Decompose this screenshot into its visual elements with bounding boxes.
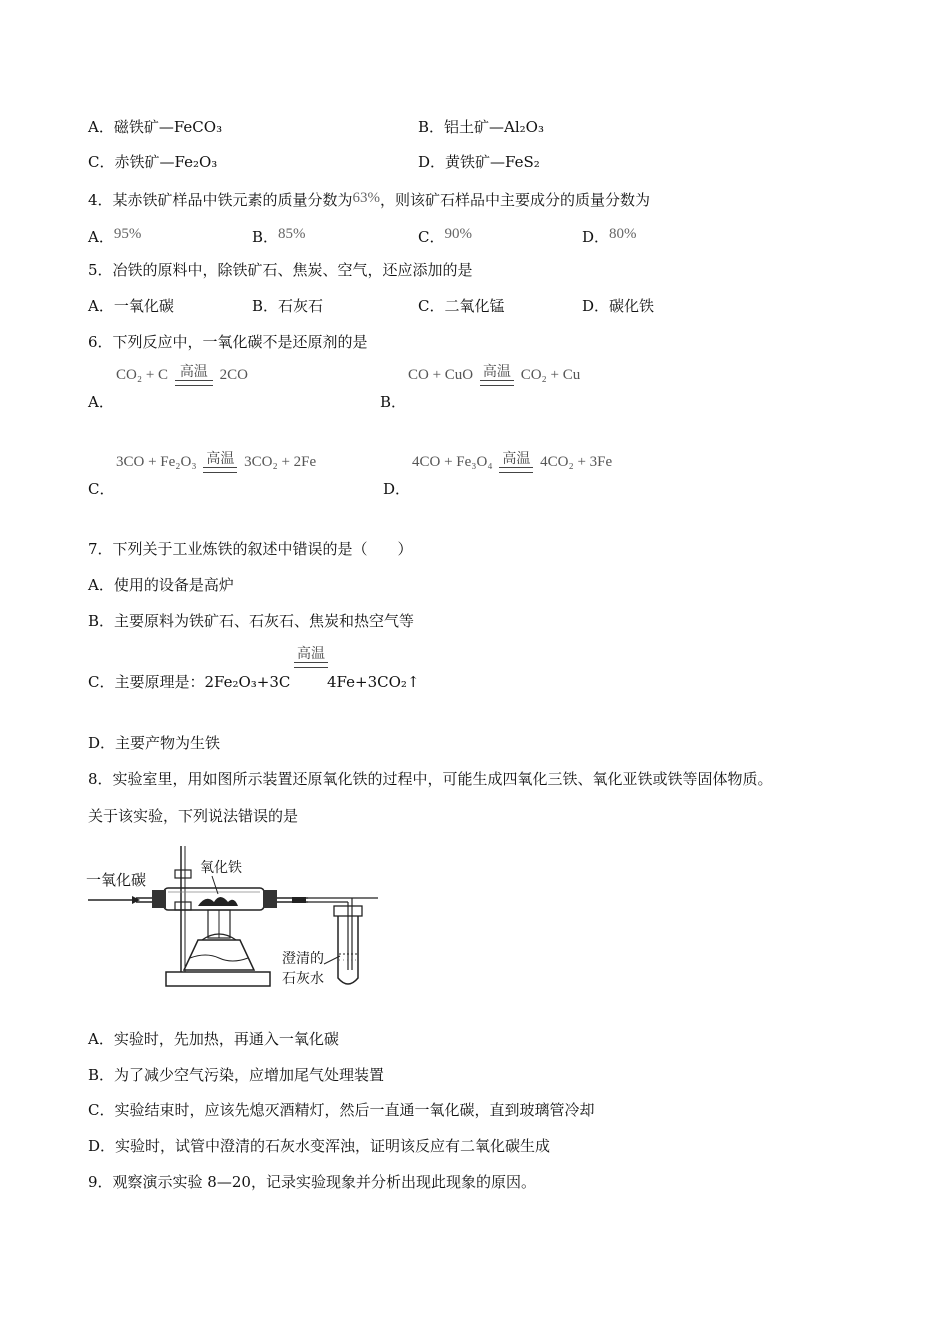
q7-option-b: B．主要原料为铁矿石、石灰石、焦炭和热空气等 bbox=[88, 612, 415, 630]
q3-option-c: C．赤铁矿—Fe₂O₃ bbox=[88, 153, 218, 171]
q4-stem-post: ，则该矿石样品中主要成分的质量分数为 bbox=[380, 191, 651, 209]
alcohol-lamp bbox=[184, 940, 254, 970]
q6-option-a-label: A． bbox=[88, 393, 114, 411]
q4-option-c: C．90% bbox=[418, 226, 472, 246]
q4-stem bbox=[88, 188, 650, 210]
q7-option-c: C．主要原理是：2Fe₂O₃+3C bbox=[88, 673, 291, 691]
q3-option-d: D．黄铁矿—FeS₂ bbox=[418, 153, 540, 171]
q9-stem: 9．观察演示实验 8—20，记录实验现象并分析出现此现象的原因。 bbox=[88, 1173, 536, 1191]
label-carbon-monoxide: 一氧化碳 bbox=[86, 871, 147, 889]
q5-option-a: A．一氧化碳 bbox=[88, 297, 174, 315]
label-limewater-2: 石灰水 bbox=[282, 971, 324, 987]
q6-option-b-equation: CO + CuO 高温 CO₂ + Cu bbox=[408, 364, 580, 386]
q5-stem: 5．冶铁的原料中，除铁矿石、焦炭、空气，还应添加的是 bbox=[88, 261, 473, 279]
q6-option-a-equation: CO₂ + C 高温 2CO bbox=[116, 364, 248, 386]
q7-option-c-products: 4Fe+3CO₂↑ bbox=[327, 673, 420, 691]
stand-base bbox=[166, 972, 270, 986]
q4-option-b: B．85% bbox=[252, 226, 306, 246]
q8-stem-line2: 关于该实验，下列说法错误的是 bbox=[88, 807, 299, 825]
clamp-upper bbox=[175, 870, 191, 878]
q7-reaction-arrow: 高温 bbox=[292, 646, 330, 668]
reaction-arrow: 高温 bbox=[203, 452, 237, 473]
q7-stem: 7．下列关于工业炼铁的叙述中错误的是（ ） bbox=[88, 540, 413, 558]
q6-option-b-label: B． bbox=[380, 393, 407, 411]
q6-option-d-equation: 4CO + Fe₃O₄ 高温 4CO₂ + 3Fe bbox=[412, 451, 612, 473]
iron-oxide-powder bbox=[198, 897, 238, 906]
q4-stem-pre: 4．某赤铁矿样品中铁元素的质量分数为 bbox=[88, 191, 353, 209]
q3-option-a: A．磁铁矿—FeCO₃ bbox=[88, 118, 223, 136]
label-iron-oxide: 氧化铁 bbox=[200, 860, 242, 876]
q5-option-b: B．石灰石 bbox=[252, 297, 324, 315]
q6-option-d-label: D． bbox=[383, 480, 411, 498]
apparatus-figure bbox=[86, 840, 386, 998]
q4-option-d: D．80% bbox=[582, 226, 637, 246]
label-limewater-1: 澄清的 bbox=[282, 951, 324, 967]
q4-stem-value: 63% bbox=[352, 190, 381, 206]
stopper-right bbox=[263, 890, 277, 908]
q8-option-a: A．实验时，先加热，再通入一氧化碳 bbox=[88, 1030, 339, 1048]
stopper-left bbox=[152, 890, 166, 908]
q5-option-d: D．碳化铁 bbox=[582, 297, 655, 315]
q6-option-c-equation: 3CO + Fe₂O₃ 高温 3CO₂ + 2Fe bbox=[116, 451, 316, 473]
q7-option-d: D．主要产物为生铁 bbox=[88, 734, 221, 752]
reaction-arrow: 高温 bbox=[499, 452, 533, 473]
reaction-arrow: 高温 bbox=[175, 365, 213, 386]
q7-option-a: A．使用的设备是高炉 bbox=[88, 576, 234, 594]
q8-option-b: B．为了减少空气污染，应增加尾气处理装置 bbox=[88, 1066, 385, 1084]
q6-stem: 6．下列反应中，一氧化碳不是还原剂的是 bbox=[88, 333, 368, 351]
lamp-liquid bbox=[190, 955, 248, 961]
q8-option-d: D．实验时，试管中澄清的石灰水变浑浊，证明该反应有二氧化碳生成 bbox=[88, 1137, 551, 1155]
clamp-lower bbox=[175, 902, 191, 910]
q4-option-a: A．95% bbox=[88, 226, 142, 246]
q8-option-c: C．实验结束时，应该先熄灭酒精灯，然后一直通一氧化碳，直到玻璃管冷却 bbox=[88, 1101, 595, 1119]
q8-stem-line1: 8．实验室里，用如图所示装置还原氧化铁的过程中，可能生成四氧化三铁、氧化亚铁或铁等固体物质。 bbox=[88, 770, 773, 788]
q5-option-c: C．二氧化锰 bbox=[418, 297, 505, 315]
q3-option-b: B．铝土矿—Al₂O₃ bbox=[418, 118, 544, 136]
q6-option-c-label: C． bbox=[88, 480, 115, 498]
glass-tube bbox=[164, 888, 264, 910]
reaction-arrow: 高温 bbox=[480, 365, 514, 386]
